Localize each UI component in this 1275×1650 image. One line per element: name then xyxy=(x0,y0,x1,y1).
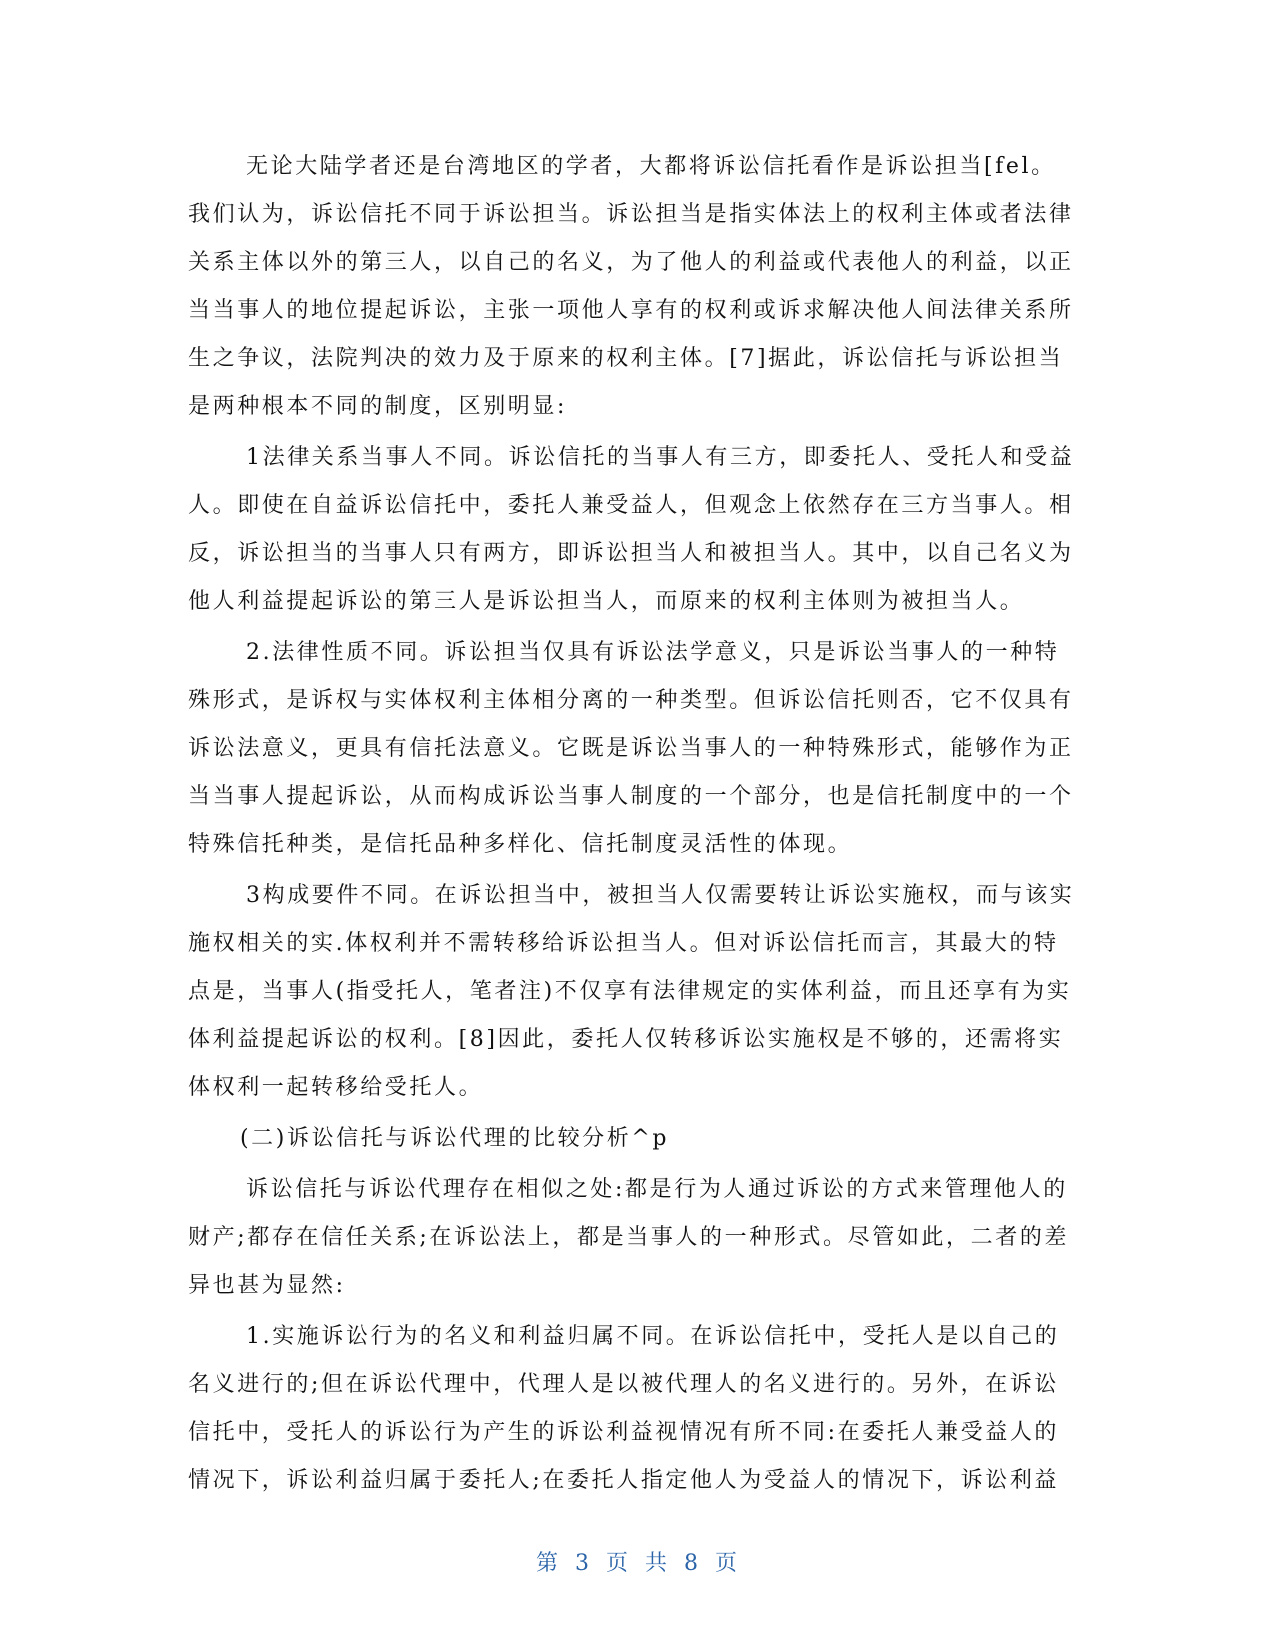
text-line: 当当事人的地位提起诉讼，主张一项他人享有的权利或诉求解决他人间法律关系所 xyxy=(188,298,1074,323)
text-line: 异也甚为显然: xyxy=(188,1273,346,1298)
text-line: 殊形式，是诉权与实体权利主体相分离的一种类型。但诉讼信托则否，它不仅具有 xyxy=(188,688,1074,713)
text-line: 名义进行的;但在诉讼代理中，代理人是以被代理人的名义进行的。另外，在诉讼 xyxy=(188,1372,1060,1397)
text-line: 体利益提起诉讼的权利。[8]因此，委托人仅转移诉讼实施权是不够的，还需将实 xyxy=(188,1027,1064,1052)
paragraph-3 xyxy=(188,629,1088,869)
text-line: 反，诉讼担当的当事人只有两方，即诉讼担当人和被担当人。其中，以自己名义为 xyxy=(188,541,1074,566)
text-line: 生之争议，法院判决的效力及于原来的权利主体。[7]据此，诉讼信托与诉讼担当 xyxy=(188,346,1064,371)
text-line: (二)诉讼信托与诉讼代理的比较分析^p xyxy=(240,1126,670,1151)
text-line: 1.实施诉讼行为的名义和利益归属不同。在诉讼信托中，受托人是以自己的 xyxy=(246,1324,1060,1349)
text-line: 当当事人提起诉讼，从而构成诉讼当事人制度的一个部分，也是信托制度中的一个 xyxy=(188,784,1074,809)
page-number-footer: 第 3 页 共 8 页 xyxy=(536,1551,739,1576)
paragraph-4 xyxy=(188,872,1088,1112)
text-line: 3构成要件不同。在诉讼担当中，被担当人仅需要转让诉讼实施权，而与该实 xyxy=(246,883,1075,908)
text-line: 特殊信托种类，是信托品种多样化、信托制度灵活性的体现。 xyxy=(188,832,853,857)
paragraph-2 xyxy=(188,434,1088,626)
text-line: 点是，当事人(指受托人，笔者注)不仅享有法律规定的实体利益，而且还享有为实 xyxy=(188,979,1072,1004)
text-line: 1法律关系当事人不同。诉讼信托的当事人有三方，即委托人、受托人和受益 xyxy=(246,445,1075,470)
text-line: 关系主体以外的第三人，以自己的名义，为了他人的利益或代表他人的利益，以正 xyxy=(188,250,1074,275)
text-line: 是两种根本不同的制度，区别明显: xyxy=(188,394,568,419)
text-line: 情况下，诉讼利益归属于委托人;在委托人指定他人为受益人的情况下，诉讼利益 xyxy=(188,1468,1060,1493)
text-line: 我们认为，诉讼信托不同于诉讼担当。诉讼担当是指实体法上的权利主体或者法律 xyxy=(188,202,1074,227)
text-line: 体权利一起转移给受托人。 xyxy=(188,1075,484,1100)
text-line: 财产;都存在信任关系;在诉讼法上，都是当事人的一种形式。尽管如此，二者的差 xyxy=(188,1225,1070,1250)
text-line: 信托中，受托人的诉讼行为产生的诉讼利益视情况有所不同:在委托人兼受益人的 xyxy=(188,1420,1060,1445)
text-line: 施权相关的实.体权利并不需转移给诉讼担当人。但对诉讼信托而言，其最大的特 xyxy=(188,931,1059,956)
section-heading xyxy=(188,1115,1088,1163)
text-line: 无论大陆学者还是台湾地区的学者，大都将诉讼信托看作是诉讼担当[fel。 xyxy=(246,154,1056,179)
paragraph-6 xyxy=(188,1313,1088,1505)
text-line: 他人利益提起诉讼的第三人是诉讼担当人，而原来的权利主体则为被担当人。 xyxy=(188,589,1025,614)
paragraph-1 xyxy=(188,143,1088,431)
document-body xyxy=(188,140,1088,1505)
text-line: 人。即使在自益诉讼信托中，委托人兼受益人，但观念上依然存在三方当事人。相 xyxy=(188,493,1074,518)
text-line: 诉讼法意义，更具有信托法意义。它既是诉讼当事人的一种特殊形式，能够作为正 xyxy=(188,736,1074,761)
text-line: 2.法律性质不同。诉讼担当仅具有诉讼法学意义，只是诉讼当事人的一种特 xyxy=(246,640,1060,665)
text-line: 诉讼信托与诉讼代理存在相似之处:都是行为人通过诉讼的方式来管理他人的 xyxy=(246,1177,1068,1202)
paragraph-5 xyxy=(188,1166,1088,1310)
